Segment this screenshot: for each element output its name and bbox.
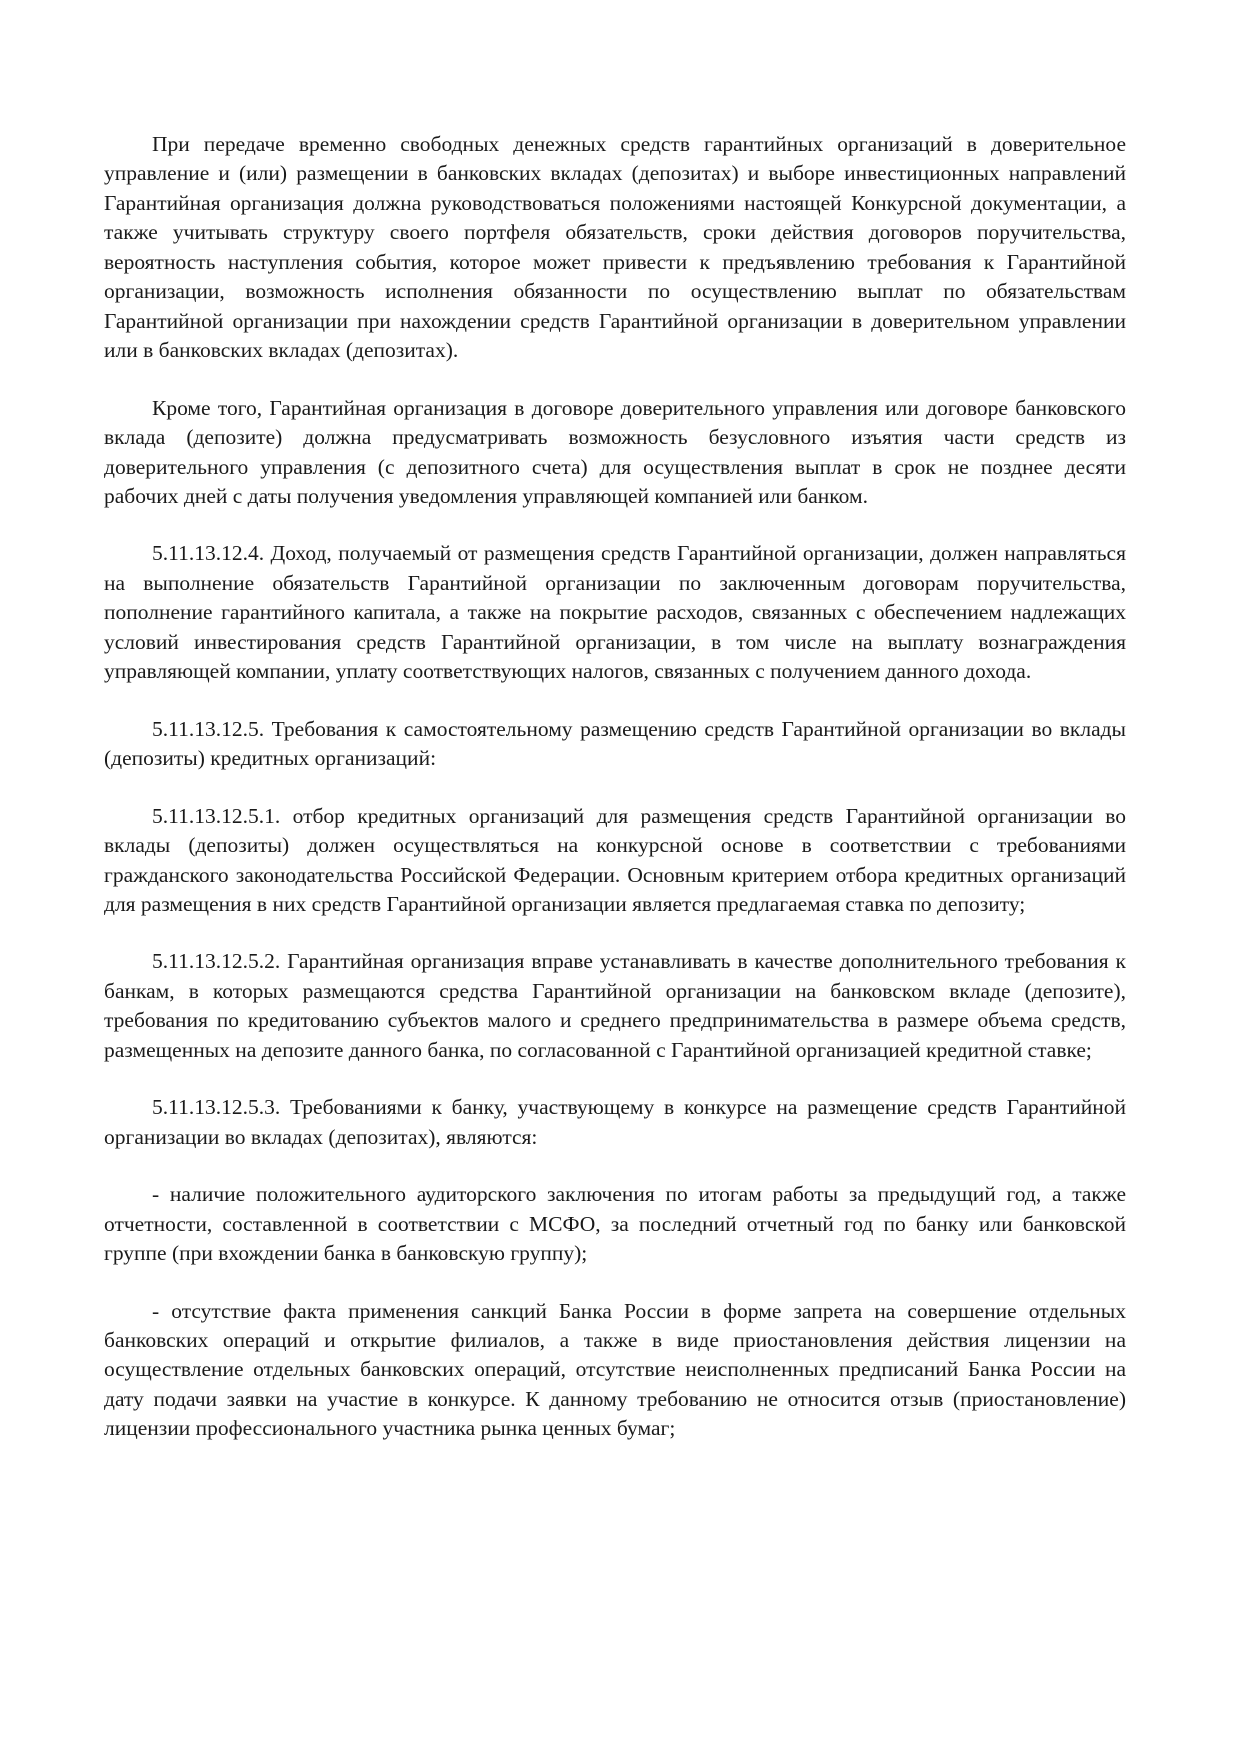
paragraph: 5.11.13.12.5. Требования к самостоятельному размещению средств Гарантийной организации во вклады (депозиты) кредитных организаций: — [104, 716, 1126, 771]
paragraph: - отсутствие факта применения санкций Банка России в форме запрета на совершение отдельных банковских операций и открытие филиалов, а также в виде приостановления действия лицензии на осуществление отдельных банковских операций, отсутствие неисполненных предписаний Банка России на дату подачи заявки на участие в конкурсе. К данному требованию не относится отзыв (приостановление) лицензии профессионального участника рынка ценных бумаг; — [104, 1298, 1126, 1441]
document-body — [104, 130, 1126, 1444]
paragraph: - наличие положительного аудиторского заключения по итогам работы за предыдущий год, а также отчетности, составленной в соответствии с МСФО, за последний отчетный год по банку или банковской группе (при вхождении банка в банковскую группу); — [104, 1182, 1126, 1266]
paragraph: 5.11.13.12.4. Доход, получаемый от размещения средств Гарантийной организации, должен направляться на выполнение обязательств Гарантийной организации по заключенным договорам поручительства, пополнение гарантийного капитала, а также на покрытие расходов, связанных с обеспечением надлежащих условий инвестирования средств Гарантийной организации, в том числе на выплату вознаграждения управляющей компании, уплату соответствующих налогов, связанных с получением данного дохода. — [104, 541, 1126, 684]
paragraph: 5.11.13.12.5.2. Гарантийная организация вправе устанавливать в качестве дополнительного требования к банкам, в которых размещаются средства Гарантийной организации на банковском вкладе (депозите), требования по кредитованию субъектов малого и среднего предпринимательства в размере объема средств, размещенных на депозите данного банка, по согласованной с Гарантийной организацией кредитной ставке; — [104, 949, 1126, 1062]
paragraph: Кроме того, Гарантийная организация в договоре доверительного управления или договоре банковского вклада (депозите) должна предусматривать возможность безусловного изъятия части средств из доверительного управления (с депозитного счета) для осуществления выплат в срок не позднее десяти рабочих дней с даты получения уведомления управляющей компанией или банком. — [104, 395, 1126, 508]
paragraph: 5.11.13.12.5.3. Требованиями к банку, участвующему в конкурсе на размещение средств Гарантийной организации во вкладах (депозитах), являются: — [104, 1095, 1126, 1149]
paragraph: 5.11.13.12.5.1. отбор кредитных организаций для размещения средств Гарантийной организации во вклады (депозиты) должен осуществляться на конкурсной основе в соответствии с требованиями гражданского законодательства Российской Федерации. Основным критерием отбора кредитных организаций для размещения в них средств Гарантийной организации является предлагаемая ставка по депозиту; — [104, 803, 1126, 916]
paragraph: При передаче временно свободных денежных средств гарантийных организаций в доверительное управление и (или) размещении в банковских вкладах (депозитах) и выборе инвестиционных направлений Гарантийная организация должна руководствоваться положениями настоящей Конкурсной документации, а также учитывать структуру своего портфеля обязательств, сроки действия договоров поручительства, вероятность наступления события, которое может привести к предъявлению требования к Гарантийной организации, возможность исполнения обязанности по осуществлению выплат по обязательствам Гарантийной организации при нахождении средств Гарантийной организации в доверительном управлении или в банковских вкладах (депозитах). — [104, 132, 1126, 363]
